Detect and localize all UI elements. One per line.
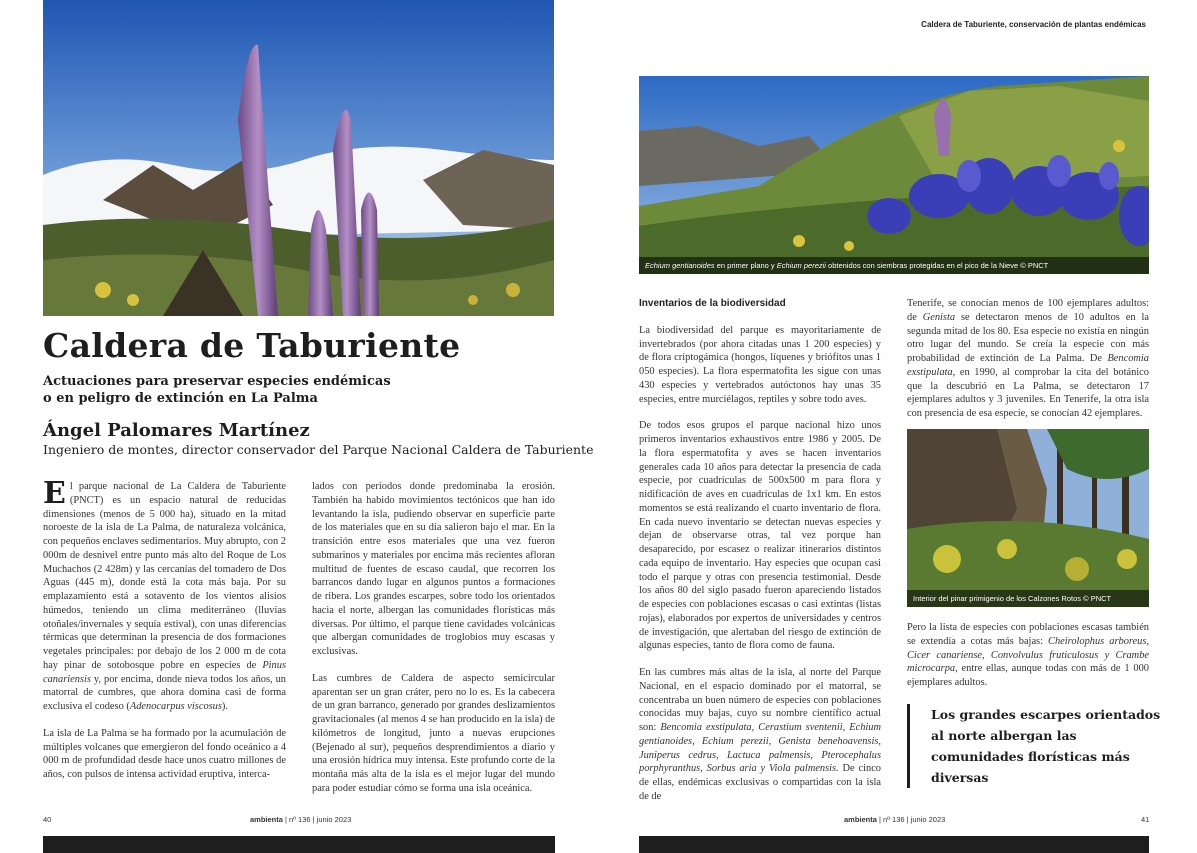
col1-paragraph-1 — [43, 476, 286, 714]
col4-paragraph-1 — [907, 297, 1149, 421]
col2-paragraph-2: Las cumbres de Caldera de aspecto semicircular aparentan ser un gran cráter, pero no lo es. Es la cabecera de un gran barranco, generado por grandes deslizamientos gravitacionales (al menos 4 se han producido en la isla) de kilómetros de longitud, junto a nuevas erupciones (Bejenado al sur), pequeños desprendimientos a diario y una erosión hídrica muy intensa. Este profundo corte de la montaña más alta de la isla es el mejor lugar del mundo para poder estudiar cómo se forma una isla oceánica. — [312, 672, 555, 794]
column-3 — [639, 297, 881, 817]
author-role: Ingeniero de montes, director conservador del Parque Nacional Caldera de Taburiente — [43, 442, 594, 457]
col4-p2-b: , entre ellas, aunque todas con más de 1 000 ejemplares adultos. — [907, 663, 1149, 688]
right-magazine-name: ambienta — [844, 815, 877, 824]
col1-p1-text: l parque nacional de La Caldera de Taburiente (PNCT) es un espacio natural de reducidas dimensiones (menos de 5 000 ha), situado en la mitad noroeste de la isla de La Palma, de naturaleza volcánica, con pequeños enclaves sedimentarios. Muy abrupto, con 2 000m de desnivel entre punto más alto del Roque de Los Muchachos (2 428m) y las cercanías del tomadero de Dos Aguas (445 m), donde está la cota más baja. Por su emplazamiento está a sotavento de los vientos alisios húmedos, teniendo un clima mediterráneo (lluvias otoñales/invernales y sequía estival), con unas diferencias térmicas que determinan la presencia de dos formaciones vegetales principales: por debajo de los 2 000 m de cota hay pinar de sotobosque pobre en especies de — [43, 481, 286, 671]
echium-flowers-image — [639, 76, 1149, 274]
subtitle-line-1: Actuaciones para preservar especies endémicas — [43, 374, 391, 389]
column-4 — [907, 297, 1149, 434]
right-page-number: 41 — [1141, 815, 1150, 824]
hero-photo — [43, 0, 554, 316]
left-footer-bar — [43, 836, 555, 853]
caption-text-2: obtenidos con siembras protegidas en el pico de la Nieve © PNCT — [825, 261, 1049, 270]
col3-paragraph-3 — [639, 666, 881, 804]
echium-caption — [639, 257, 1149, 274]
column-4-lower — [907, 621, 1149, 703]
col1-p1-italic2: Adenocarpus viscosus — [129, 701, 222, 712]
col1-paragraph-2: La isla de La Palma se ha formado por la acumulación de múltiples volcanes que emergieron del fondo oceánico a 4 000 m de profundidad desde hace unos cuatro millones de años, con pulsos de intensa actividad eruptiva, interca- — [43, 727, 286, 780]
column-2 — [312, 480, 555, 809]
col3-paragraph-2: De todos esos grupos el parque nacional hizo unos primeros inventarios exhaustivos entre 1986 y 2005. De la flora espermatofita y aves se hacen inventarios generales cada 10 años para detectar la presencia de cada especie, por cuadrículas de 500x500 m para flora y nidificación de aves en cuadrículas de 1x1 km. En estos momentos se está realizando el cuarto inventario de flora. En cada nuevo inventario se detectan nuevas especies y dejan de observarse otras, tal vez porque han desaparecido, por escasez o realizar itinerarios distintos cada equipo de inventario. Hay especies que ocupan casi todo el parque y otras con presencia testimonial. Desde los años 80 del siglo pasado fueron apareciendo listados de especies con poblaciones escasas o casi extintas (listas rojas), elaborados por expertos de universidades y centros de investigación, que alertaban del riesgo de extinción de algunas especies, tanto de flora como de fauna. — [639, 420, 881, 652]
col3-p3-species: Bencomia exstipulata, Cerastium sventenii, Echium gentianoides, Echium perezii, Genista benehoavensis, Juniperus cedrus, Lactuca palmensis, Pterocephalus porphyranthus, Sorbus aria y Viola palmensis. — [639, 722, 882, 775]
col3-paragraph-1: La biodiversidad del parque es mayoritariamente de invertebrados (por ahora citadas unas 1 200 especies) y de flora criptogámica (hongos, líquenes y briófitos unas 1 050 especies). La flora espermatofita les sigue con unas 430 especies y vertebrados autóctonos hay unas 35 especies, entre murciélagos, reptiles y sobre todo aves. — [639, 324, 881, 405]
col4-p2-a: Pero la lista de especies con poblaciones escasas también se extendía a cotas más bajas: — [907, 622, 1149, 647]
right-footer-magazine — [844, 815, 945, 824]
col1-p1-end: ). — [221, 701, 228, 712]
pinar-photo — [907, 429, 1149, 607]
tajinaste-mountain-photo — [43, 0, 554, 316]
left-issue: | nº 136 | junio 2023 — [282, 815, 352, 824]
article-subtitle — [43, 373, 463, 407]
pinar-caption: Interior del pinar primigenio de los Calzones Rotos © PNCT — [907, 590, 1149, 607]
caption-species-2: Echium perezii — [776, 261, 826, 270]
author-name: Ángel Palomares Martínez — [43, 420, 310, 441]
col4-p1-genista: Genista — [922, 311, 956, 323]
col4-p2-species: Cheirolophus arboreus, Cicer canariense, Convolvulus fruticulosus y Crambe microcarpa — [907, 635, 1149, 675]
left-magazine-name: ambienta — [250, 815, 283, 824]
caption-species-1: Echium gentianoides — [645, 261, 715, 270]
col4-p1-bencomia: Bencomia exstipulata — [907, 353, 1149, 378]
pine-forest-image — [907, 429, 1149, 607]
pull-quote: Los grandes escarpes orientados al norte albergan las comunidades florísticas más diversas — [907, 704, 1171, 788]
col1-p1-italic: Pinus canariensis — [43, 659, 286, 685]
col2-paragraph-1: lados con periodos donde predominaba la erosión. También ha habido movimientos tectónicos que han ido levantando la isla, pudiendo observar en superficie parte de los materiales que en su día salieron bajo el mar. En la transición entre esos materiales que una vez fueron submarinos y materiales por encima más recientes afloran multitud de fuentes de escaso caudal, que recorren los barrancos dando lugar en algunos puntos a formaciones de ribera. Los grandes escarpes, sobre todo los orientados hacia el norte, albergan las comunidades florísticas más diversas. Por último, el parque tiene cavidades volcánicas que albergan comunidades de troglobios muy escasas y exclusivas. — [312, 481, 555, 657]
right-footer-bar — [639, 836, 1149, 853]
col4-p1-b: se detectaron menos de 10 adultos en la segunda mitad de los 80. Esa especie no existía en ningún otro lugar del mundo. Se creía la especie con más probabilidad de extinción de La Palma. De — [907, 311, 1149, 364]
left-page-number: 40 — [43, 815, 52, 824]
col4-p1-a: Tenerife, se conocían menos de 100 ejemplares adultos: de — [907, 298, 1149, 323]
col3-p3-end: De cinco de ellas, endémicas exclusivas o compartidas con la isla de de — [639, 763, 882, 802]
section-heading-inventarios: Inventarios de la biodiversidad — [639, 298, 786, 309]
echium-photo — [639, 76, 1149, 274]
column-1 — [43, 476, 286, 795]
left-footer-magazine — [250, 815, 351, 824]
col4-p1-c: , en 1990, al comprobar la cita del botánico que la descubrió en La Palma, se detectaron 17 ejemplares adultos y 3 juveniles. En Tenerife, la otra isla con presencia de esa especie, se conocían 42 ejemplares. — [907, 366, 1149, 419]
drop-cap: E — [43, 476, 66, 511]
subtitle-line-2: o en peligro de extinción en La Palma — [43, 391, 318, 406]
col3-p3-start: En las cumbres más altas de la isla, al norte del Parque Nacional, en el espacio dominado por el matorral, se concentraba un buen número de especies con poblaciones conocidas muy bajas, cuyo su nombre científico actual son: — [639, 667, 881, 733]
article-title: Caldera de Taburiente — [43, 326, 461, 365]
caption-text-1: en primer plano y — [714, 261, 777, 270]
col4-paragraph-2 — [907, 621, 1149, 690]
right-issue: | nº 136 | junio 2023 — [876, 815, 946, 824]
col1-p1-mid: y, por encima, donde nieva todos los años, un matorral de cumbres, que ahora domina casi de forma exclusiva el codeso ( — [43, 673, 286, 712]
running-head: Caldera de Taburiente, conservación de plantas endémicas — [921, 20, 1146, 29]
